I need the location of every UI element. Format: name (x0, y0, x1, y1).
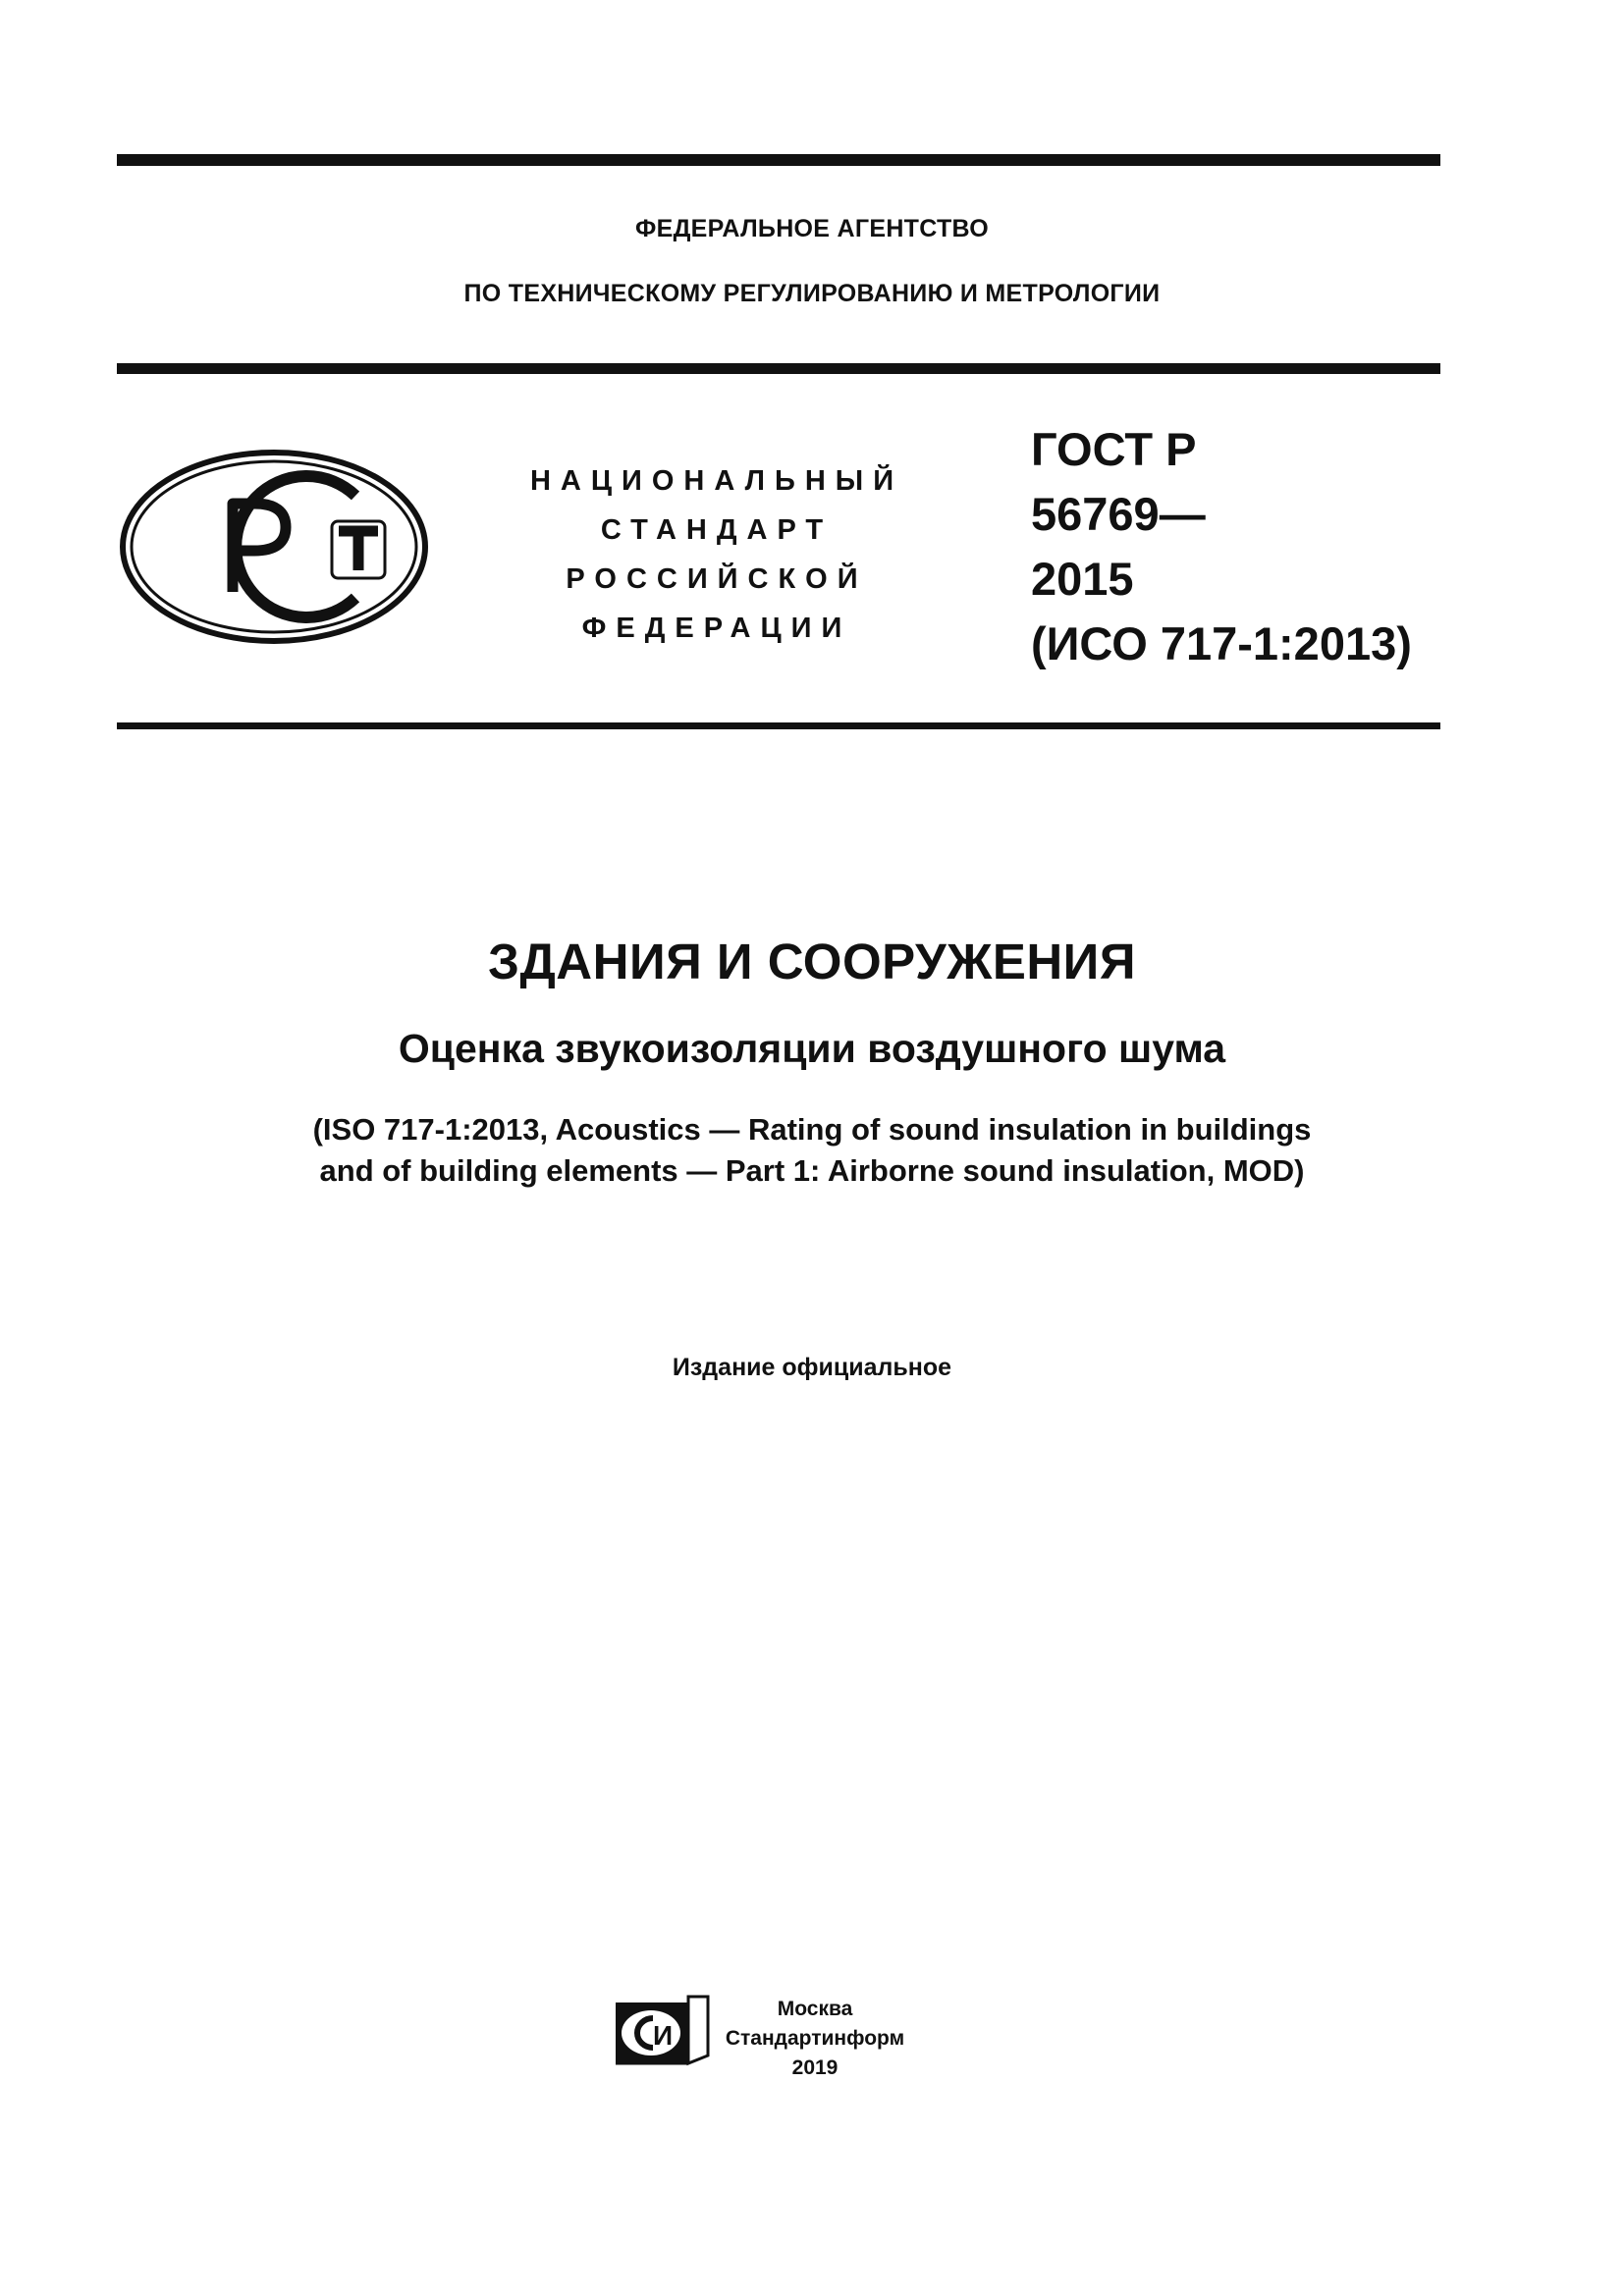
iso-reference-line-1: (ISO 717-1:2013, Acoustics — Rating of sound insulation in buildings (312, 1112, 1312, 1147)
top-rule (117, 154, 1440, 166)
rst-emblem-icon (117, 447, 431, 648)
agency-name-line-1: ФЕДЕРАЛЬНОЕ АГЕНТСТВО (634, 215, 990, 242)
logo-letters: И (653, 2020, 674, 2051)
publication-year: 2019 (791, 2056, 839, 2079)
designation-line-4: (ИСО 717-1:2013) (1031, 617, 1412, 669)
middle-rule (117, 363, 1440, 374)
edition-label: Издание официальное (672, 1354, 952, 1381)
document-subtitle: Оценка звукоизоляции воздушного шума (398, 1026, 1226, 1071)
designation-line-2: 56769— (1031, 488, 1206, 540)
designation-line-3: 2015 (1031, 553, 1134, 605)
iso-reference-line-2: and of building elements — Part 1: Airborne sound insulation, MOD) (319, 1153, 1305, 1188)
standard-type-line-4: ФЕДЕРАЦИИ (581, 613, 852, 644)
designation-line-1: ГОСТ Р (1031, 423, 1197, 475)
standard-type (501, 456, 933, 653)
standard-type-line-2: СТАНДАРТ (600, 514, 834, 546)
standartinform-logo-icon (614, 1993, 712, 2069)
agency-name-line-2: ПО ТЕХНИЧЕСКОМУ РЕГУЛИРОВАНИЮ И МЕТРОЛОГИИ (463, 280, 1161, 307)
standard-type-line-1: НАЦИОНАЛЬНЫЙ (529, 465, 904, 497)
document-title: ЗДАНИЯ И СООРУЖЕНИЯ (488, 934, 1136, 989)
standard-type-line-3: РОССИЙСКОЙ (566, 563, 868, 595)
iso-reference (0, 1109, 1624, 1192)
standard-designation (1031, 417, 1412, 676)
publisher-city: Москва (777, 1998, 853, 2020)
bottom-rule (117, 722, 1440, 729)
publisher-name: Стандартинформ (725, 2027, 905, 2050)
publisher-block (717, 1995, 913, 2083)
